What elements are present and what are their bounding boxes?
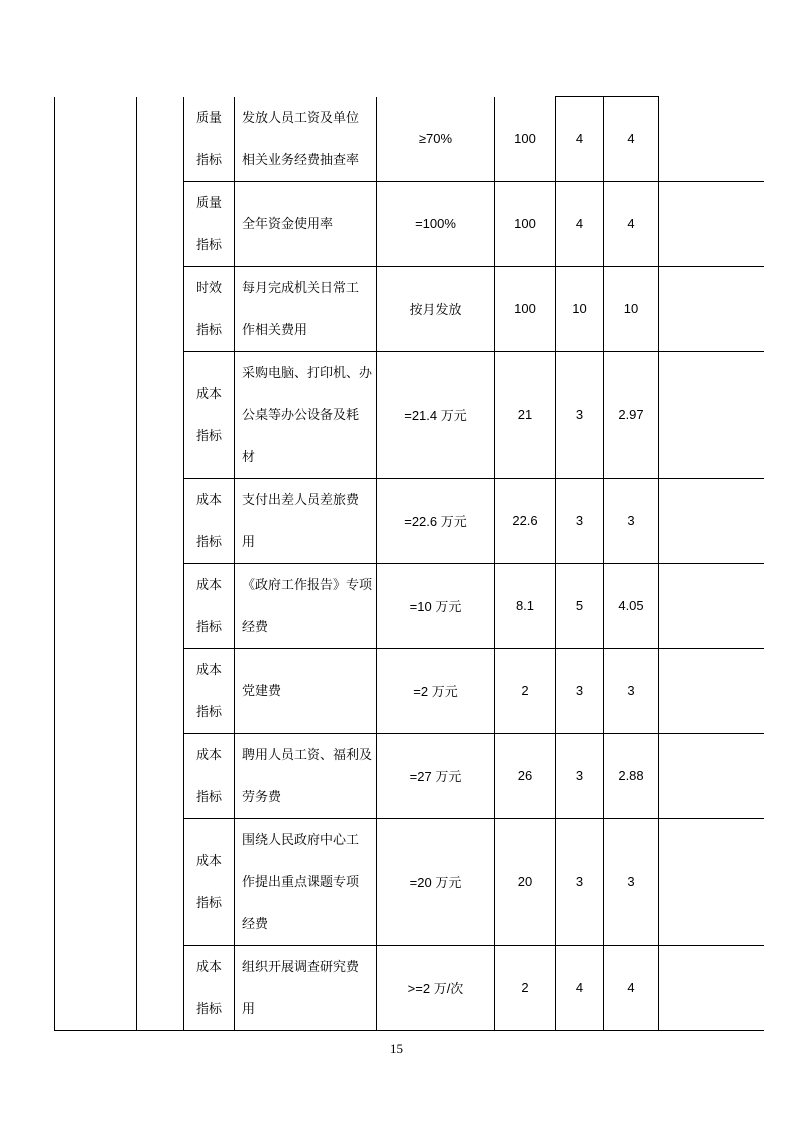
indicator-name-line: 用 <box>242 1000 256 1016</box>
indicator-name-line: 劳务费 <box>242 788 282 804</box>
target-value: =2 万元 <box>377 648 495 733</box>
weight-value: 4 <box>556 97 604 182</box>
indicator-category-line: 成本 <box>195 852 222 868</box>
actual-value: 100 <box>495 97 556 182</box>
indicator-name-line: 作提出重点课题专项 <box>242 873 360 889</box>
blank-cell <box>55 266 137 351</box>
actual-value: 2 <box>495 648 556 733</box>
indicator-category-line: 指标 <box>195 703 222 719</box>
blank-cell <box>55 351 137 478</box>
weight-value: 3 <box>556 478 604 563</box>
remarks-cell <box>659 648 764 733</box>
indicator-category <box>184 266 235 351</box>
remarks-cell <box>659 818 764 945</box>
indicator-name <box>235 818 377 945</box>
indicator-category <box>184 818 235 945</box>
indicator-name <box>235 181 377 266</box>
blank-cell <box>137 733 184 818</box>
indicator-category-line: 质量 <box>195 194 222 210</box>
indicator-category-line: 指标 <box>195 1000 222 1016</box>
score-value: 3 <box>604 478 659 563</box>
indicator-category-line: 成本 <box>195 576 222 592</box>
blank-cell <box>55 478 137 563</box>
indicator-name-line: 用 <box>242 533 256 549</box>
score-value: 4.05 <box>604 563 659 648</box>
indicator-category-line: 指标 <box>195 427 222 443</box>
actual-value: 20 <box>495 818 556 945</box>
indicator-name-line: 支付出差人员差旅费 <box>242 491 360 507</box>
indicator-table <box>54 96 763 1018</box>
blank-cell <box>55 945 137 1030</box>
table-row <box>55 945 764 1030</box>
table-row <box>55 181 764 266</box>
target-value: >=2 万/次 <box>377 945 495 1030</box>
indicator-name-line: 经费 <box>242 618 269 634</box>
indicator-category <box>184 648 235 733</box>
indicator-name-line: 每月完成机关日常工 <box>242 279 360 295</box>
indicator-category <box>184 945 235 1030</box>
indicator-name-line: 采购电脑、打印机、办 <box>242 364 373 380</box>
indicator-name <box>235 266 377 351</box>
indicator-name-line: 作相关费用 <box>242 321 308 337</box>
score-value: 10 <box>604 266 659 351</box>
weight-value: 4 <box>556 181 604 266</box>
indicator-category-line: 指标 <box>195 894 222 910</box>
actual-value: 100 <box>495 181 556 266</box>
indicator-name <box>235 648 377 733</box>
indicator-name-line: 公桌等办公设备及耗 <box>242 406 360 422</box>
indicator-name-line: 聘用人员工资、福利及 <box>242 746 373 762</box>
target-value: =10 万元 <box>377 563 495 648</box>
indicator-category-line: 指标 <box>195 533 222 549</box>
indicator-category <box>184 181 235 266</box>
indicator-category <box>184 97 235 182</box>
actual-value: 100 <box>495 266 556 351</box>
table-row <box>55 478 764 563</box>
indicator-name <box>235 478 377 563</box>
indicator-name-line: 组织开展调查研究费 <box>242 958 360 974</box>
page-number: 15 <box>390 1041 403 1056</box>
actual-value: 8.1 <box>495 563 556 648</box>
indicator-category-line: 指标 <box>195 321 222 337</box>
indicator-name <box>235 351 377 478</box>
indicator-category-line: 时效 <box>195 279 222 295</box>
table-row <box>55 818 764 945</box>
indicator-name-line: 围绕人民政府中心工 <box>242 831 360 847</box>
indicator-category-line: 指标 <box>195 236 222 252</box>
indicator-category-line: 指标 <box>195 788 222 804</box>
target-value: =20 万元 <box>377 818 495 945</box>
indicator-category-line: 质量 <box>195 109 222 125</box>
blank-cell <box>55 181 137 266</box>
weight-value: 10 <box>556 266 604 351</box>
indicator-name-line: 相关业务经费抽查率 <box>242 151 360 167</box>
indicator-category-line: 成本 <box>195 491 222 507</box>
remarks-cell <box>659 266 764 351</box>
weight-value: 3 <box>556 351 604 478</box>
indicator-category <box>184 351 235 478</box>
indicator-name-line: 发放人员工资及单位 <box>242 109 360 125</box>
weight-value: 4 <box>556 945 604 1030</box>
weight-value: 5 <box>556 563 604 648</box>
indicator-name-line: 材 <box>242 448 256 464</box>
score-value: 2.88 <box>604 733 659 818</box>
score-value: 3 <box>604 648 659 733</box>
table-row <box>55 351 764 478</box>
blank-cell <box>55 563 137 648</box>
remarks-cell <box>659 97 764 182</box>
blank-cell <box>137 648 184 733</box>
indicator-category-line: 成本 <box>195 958 222 974</box>
indicator-category-line: 指标 <box>195 618 222 634</box>
blank-cell <box>137 945 184 1030</box>
indicator-category-line: 成本 <box>195 661 222 677</box>
table-row <box>55 648 764 733</box>
blank-cell <box>137 818 184 945</box>
blank-cell <box>137 351 184 478</box>
target-value: =27 万元 <box>377 733 495 818</box>
score-value: 4 <box>604 181 659 266</box>
score-value: 2.97 <box>604 351 659 478</box>
target-value: =21.4 万元 <box>377 351 495 478</box>
blank-cell <box>55 97 137 182</box>
blank-cell <box>137 97 184 182</box>
target-value: 按月发放 <box>377 266 495 351</box>
actual-value: 26 <box>495 733 556 818</box>
actual-value: 21 <box>495 351 556 478</box>
blank-cell <box>55 733 137 818</box>
remarks-cell <box>659 351 764 478</box>
weight-value: 3 <box>556 818 604 945</box>
actual-value: 22.6 <box>495 478 556 563</box>
score-value: 4 <box>604 97 659 182</box>
blank-cell <box>137 181 184 266</box>
remarks-cell <box>659 181 764 266</box>
indicator-name-line: 经费 <box>242 915 269 931</box>
target-value: =100% <box>377 181 495 266</box>
indicator-name-line: 党建费 <box>242 682 282 698</box>
score-value: 3 <box>604 818 659 945</box>
indicator-category-line: 指标 <box>195 151 222 167</box>
indicator-category <box>184 563 235 648</box>
weight-value: 3 <box>556 648 604 733</box>
blank-cell <box>137 266 184 351</box>
remarks-cell <box>659 478 764 563</box>
table-row <box>55 563 764 648</box>
table-row <box>55 266 764 351</box>
indicator-category-line: 成本 <box>195 385 222 401</box>
target-value: ≥70% <box>377 97 495 182</box>
indicator-category <box>184 733 235 818</box>
table-row <box>55 733 764 818</box>
indicator-name-line: 全年资金使用率 <box>242 215 334 231</box>
remarks-cell <box>659 945 764 1030</box>
indicator-name <box>235 563 377 648</box>
blank-cell <box>137 478 184 563</box>
table-body <box>55 97 764 1031</box>
indicator-category <box>184 478 235 563</box>
score-value: 4 <box>604 945 659 1030</box>
indicator-table-grid <box>54 96 764 1031</box>
indicator-name <box>235 97 377 182</box>
target-value: =22.6 万元 <box>377 478 495 563</box>
blank-cell <box>137 563 184 648</box>
weight-value: 3 <box>556 733 604 818</box>
remarks-cell <box>659 563 764 648</box>
remarks-cell <box>659 733 764 818</box>
indicator-name <box>235 945 377 1030</box>
indicator-name <box>235 733 377 818</box>
indicator-name-line: 《政府工作报告》专项 <box>242 576 373 592</box>
table-row <box>55 97 764 182</box>
blank-cell <box>55 818 137 945</box>
actual-value: 2 <box>495 945 556 1030</box>
indicator-category-line: 成本 <box>195 746 222 762</box>
blank-cell <box>55 648 137 733</box>
